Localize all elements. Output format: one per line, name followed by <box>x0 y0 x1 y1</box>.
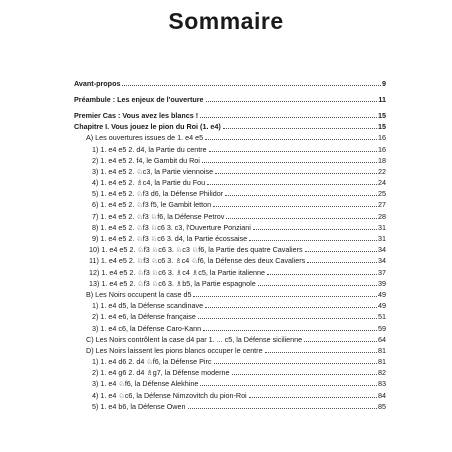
toc-entry-page: 11 <box>378 94 386 104</box>
toc-entry <box>74 378 386 389</box>
toc-entry <box>74 177 386 188</box>
toc-entry-label: C) Les Noirs contrôlent la case d4 par 1. ... c5, la Défense sicilienne <box>86 334 303 344</box>
page-title: Sommaire <box>168 8 284 34</box>
dot-leader <box>215 173 377 174</box>
toc-entry-label: 2) 1. e4 e5 2. f4, le Gambit du Roi <box>92 155 200 165</box>
toc-entry-label: 3) 1. e4 e5 2. ♘c3, la Partie viennoise <box>92 166 214 176</box>
toc-entry-page: 85 <box>378 401 386 411</box>
dot-leader <box>265 352 377 353</box>
dot-leader <box>200 117 377 118</box>
toc-entry-page: 9 <box>382 79 386 88</box>
toc-entry-label: 13) 1. e4 e5 2. ♘f3 ♘c6 3. ♗b5, la Partie espagnole <box>89 278 256 288</box>
toc-entry-page: 49 <box>378 301 386 311</box>
toc-entry-label: 2) 1. e4 g6 2. d4 ♗g7, la Défense moderne <box>92 368 230 378</box>
toc-entry-page: 64 <box>378 334 386 344</box>
toc-entry-label: 4) 1. e4 ♘c6, la Défense Nimzovitch du pion-Roi <box>92 390 247 400</box>
toc-entry <box>74 278 386 289</box>
toc-entry-page: 81 <box>378 357 386 367</box>
toc-entry-label: 6) 1. e4 e5 2. ♘f3 f5, le Gambit letton <box>92 200 212 210</box>
dot-leader <box>205 139 377 140</box>
dot-leader <box>232 374 377 375</box>
toc-entry-page: 34 <box>378 256 386 266</box>
toc-entry-label: 4) 1. e4 e5 2. ♗c4, la Partie du Fou <box>92 178 206 188</box>
toc-entry-page: 16 <box>378 144 386 154</box>
toc-entry <box>74 401 386 412</box>
toc-entry-label: 1) 1. e4 e5 2. d4, la Partie du centre <box>92 144 207 154</box>
toc-entry <box>74 211 386 222</box>
dot-leader <box>305 251 377 252</box>
toc-entry-page: 16 <box>378 133 386 143</box>
dot-leader <box>225 195 377 196</box>
toc-entry-label: Premier Cas : Vous avez les blancs ! <box>74 110 199 120</box>
toc-entry <box>74 110 386 121</box>
toc-entry-label: 11) 1. e4 e5 2. ♘f3 ♘c6 3. ♗c4 ♘f6, la Défense des deux Cavaliers <box>89 256 306 266</box>
toc-entry <box>74 166 386 177</box>
toc-entry-page: 25 <box>378 189 386 199</box>
toc-entry-page: 24 <box>378 178 386 188</box>
toc-entry-page: 51 <box>378 312 386 322</box>
dot-leader <box>267 274 377 275</box>
dot-leader <box>307 262 377 263</box>
toc-entry-label: 3) 1. e4 ♘f6, la Défense Alekhine <box>92 379 199 389</box>
toc-entry <box>74 94 386 105</box>
toc-entry-label: B) Les Noirs occupent la case d5 <box>86 289 192 299</box>
toc-entry-label: 5) 1. e4 e5 2. ♘f3 d6, la Défense Philidor <box>92 189 224 199</box>
toc-entry <box>74 255 386 266</box>
toc-entry-label: D) Les Noirs laissent les pions blancs occuper le centre <box>86 345 263 355</box>
toc-entry-label: 1) 1. e4 d6 2. d4 ♘f6, la Défense Pirc <box>92 357 212 367</box>
toc-entry <box>74 334 386 345</box>
toc-entry <box>74 199 386 210</box>
toc-entry-label: 10) 1. e4 e5 2. ♘f3 ♘c6 3. ♘c3 ♘f6, la Partie des quatre Cavaliers <box>89 245 303 255</box>
dot-leader <box>122 85 381 86</box>
toc-entry <box>74 78 386 89</box>
toc-entry <box>74 233 386 244</box>
toc-entry-page: 82 <box>378 368 386 378</box>
toc-entry-label: 5) 1. e4 b6, la Défense Owen <box>92 401 186 411</box>
toc-entry <box>74 289 386 300</box>
toc-entry-page: 31 <box>378 234 386 244</box>
dot-leader <box>203 330 377 331</box>
toc-entry <box>74 311 386 322</box>
dot-leader <box>205 307 377 308</box>
toc-entry-label: A) Les ouvertures issues de 1. e4 e5 <box>86 133 204 143</box>
dot-leader <box>249 397 377 398</box>
toc-entry-page: 28 <box>378 211 386 221</box>
toc-entry-label: 12) 1. e4 e5 2. ♘f3 ♘c6 3. ♗c4 ♗c5, la Partie italienne <box>89 267 266 277</box>
toc-entry-page: 22 <box>378 166 386 176</box>
table-of-contents <box>74 78 386 412</box>
toc-entry-page: 34 <box>378 245 386 255</box>
toc-entry-label: 9) 1. e4 e5 2. ♘f3 ♘c6 3. d4, la Partie écossaise <box>92 234 248 244</box>
dot-leader <box>258 285 377 286</box>
toc-entry-page: 15 <box>378 110 386 120</box>
toc-entry <box>74 188 386 199</box>
dot-leader <box>223 128 377 129</box>
toc-entry-page: 81 <box>378 345 386 355</box>
toc-entry-label: 7) 1. e4 e5 2. ♘f3 ♘f6, la Défense Petrov <box>92 211 225 221</box>
dot-leader <box>214 363 377 364</box>
toc-entry-label: Avant-propos <box>74 79 121 88</box>
toc-entry-page: 37 <box>378 267 386 277</box>
toc-entry <box>74 390 386 401</box>
toc-entry-page: 83 <box>378 379 386 389</box>
toc-entry-page: 27 <box>378 200 386 210</box>
toc-entry-page: 39 <box>378 278 386 288</box>
toc-entry-label: 8) 1. e4 e5 2. ♘f3 ♘c6 3. c3, l'Ouverture Ponziani <box>92 222 251 232</box>
toc-entry <box>74 132 386 143</box>
toc-entry-page: 18 <box>378 155 386 165</box>
toc-entry-label: Préambule : Les enjeux de l'ouverture <box>74 94 204 104</box>
toc-entry <box>74 356 386 367</box>
toc-entry-label: 2) 1. e4 e6, la Défense française <box>92 312 196 322</box>
dot-leader <box>188 408 378 409</box>
toc-entry-label: 3) 1. e4 c6, la Défense Caro-Kann <box>92 323 202 333</box>
toc-entry <box>74 367 386 378</box>
dot-leader <box>253 229 377 230</box>
toc-entry-page: 84 <box>378 390 386 400</box>
dot-leader <box>202 162 377 163</box>
dot-leader <box>249 240 377 241</box>
dot-leader <box>209 151 377 152</box>
dot-leader <box>213 206 377 207</box>
toc-entry-page: 49 <box>378 289 386 299</box>
toc-entry <box>74 121 386 132</box>
toc-entry <box>74 244 386 255</box>
toc-entry <box>74 222 386 233</box>
toc-entry <box>74 155 386 166</box>
dot-leader <box>193 296 377 297</box>
toc-entry <box>74 300 386 311</box>
toc-entry-page: 31 <box>378 222 386 232</box>
dot-leader <box>198 318 377 319</box>
toc-entry-page: 59 <box>378 323 386 333</box>
toc-entry-label: 1) 1. e4 d5, la Défense scandinave <box>92 301 204 311</box>
toc-entry <box>74 345 386 356</box>
dot-leader <box>206 101 378 102</box>
toc-entry-label: Chapitre I. Vous jouez le pion du Roi (1. e4) <box>74 122 221 132</box>
dot-leader <box>207 184 377 185</box>
toc-entry <box>74 323 386 334</box>
toc-entry-page: 15 <box>378 122 386 132</box>
dot-leader <box>304 341 377 342</box>
dot-leader <box>200 385 377 386</box>
toc-entry <box>74 267 386 278</box>
dot-leader <box>226 218 377 219</box>
toc-entry <box>74 144 386 155</box>
